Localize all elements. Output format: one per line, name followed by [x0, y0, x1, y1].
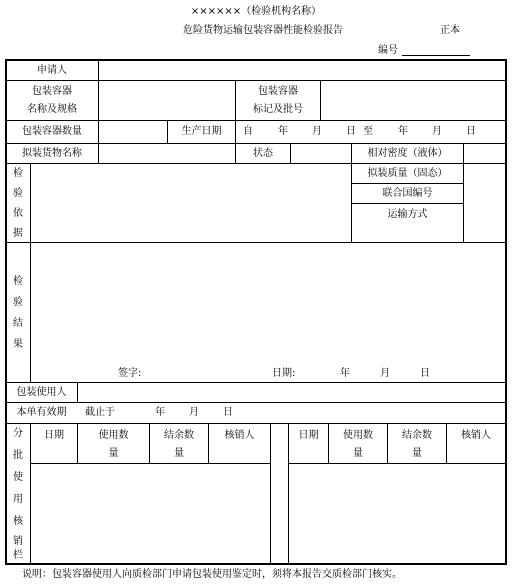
grid-line: [288, 423, 289, 564]
grid-line: [5, 80, 507, 81]
container-mark-label-2: 标记及批号: [253, 104, 303, 115]
grid-line: [77, 382, 78, 403]
goods-name-label: 拟装货物名称: [22, 148, 82, 159]
grid-line: [288, 463, 505, 464]
grid-line: [5, 143, 507, 144]
valid-year: 年: [155, 407, 165, 418]
grid-line: [5, 242, 507, 243]
container-name-label-2: 名称及规格: [27, 104, 77, 115]
copy-label: 正本: [440, 25, 460, 36]
container-name-label-1: 包装容器: [32, 86, 72, 97]
un-number-label: 联合国编号: [382, 188, 433, 199]
col-remain-right-2: 量: [412, 448, 422, 459]
table-right-border: [505, 59, 507, 565]
number-underline: [402, 55, 470, 56]
grid-line: [270, 423, 271, 564]
result-day: 日: [420, 368, 430, 379]
mass-label: 拟装质量（固态）: [367, 168, 448, 179]
sign-label: 签字:: [118, 368, 142, 379]
grid-line: [235, 120, 236, 144]
result-char-4: 果: [13, 339, 23, 350]
table-top-border: [5, 59, 507, 61]
grid-line: [351, 183, 463, 184]
col-checker-right: 核销人: [461, 430, 491, 441]
basis-char-4: 据: [13, 228, 23, 239]
number-label: 编号: [378, 45, 398, 56]
table-bottom-border: [5, 563, 507, 565]
grid-line: [351, 203, 463, 204]
user-label: 包装使用人: [16, 387, 67, 398]
date-from-year: 年: [278, 126, 288, 137]
date-from: 自: [243, 126, 253, 137]
grid-line: [30, 163, 31, 383]
date-to-day: 日: [466, 126, 476, 137]
basis-char-2: 验: [13, 188, 23, 199]
grid-line: [5, 402, 507, 403]
result-date-label: 日期:: [272, 368, 296, 379]
transport-mode-label: 运输方式: [387, 209, 428, 220]
col-used-right-1: 使用数: [343, 430, 373, 441]
applicant-label: 申请人: [37, 65, 67, 76]
batch-char-1: 分: [13, 428, 23, 439]
valid-until-label: 截止于: [85, 407, 115, 418]
footer-note: 说明：包装容器使用人向质检部门申请包装使用鉴定时，须将本报告交质检部门核实。: [22, 569, 402, 580]
batch-char-4: 用: [13, 494, 23, 505]
grid-line: [5, 382, 507, 383]
valid-label: 本单有效期: [16, 407, 67, 418]
col-checker-left: 核销人: [224, 430, 255, 441]
grid-line: [30, 463, 270, 464]
batch-char-2: 批: [13, 450, 23, 461]
col-used-right-2: 量: [353, 448, 363, 459]
grid-line: [290, 143, 291, 164]
grid-line: [30, 423, 31, 564]
date-from-month: 月: [312, 126, 322, 137]
grid-line: [320, 80, 321, 121]
report-title: 危险货物运输包装容器性能检验报告: [183, 25, 343, 36]
basis-char-1: 检: [13, 168, 23, 179]
result-char-1: 检: [13, 276, 23, 287]
grid-line: [98, 120, 99, 164]
batch-char-3: 使: [13, 472, 23, 483]
prod-date-label: 生产日期: [181, 126, 222, 137]
date-to-year: 年: [398, 126, 408, 137]
batch-char-7: 栏: [13, 550, 23, 561]
result-month: 月: [380, 368, 390, 379]
basis-char-3: 依: [13, 208, 23, 219]
state-label: 状态: [253, 148, 273, 159]
valid-day: 日: [223, 407, 233, 418]
grid-line: [463, 143, 464, 243]
result-char-2: 验: [13, 297, 23, 308]
col-used-left-1: 使用数: [98, 430, 129, 441]
result-char-3: 结: [13, 318, 23, 329]
result-year: 年: [340, 368, 350, 379]
batch-char-5: 核: [13, 516, 23, 527]
org-name: ××××××（检验机构名称）: [190, 6, 322, 17]
valid-month: 月: [189, 407, 199, 418]
grid-line: [5, 423, 507, 424]
batch-char-6: 销: [13, 536, 23, 547]
grid-line: [5, 120, 507, 121]
col-date-right: 日期: [298, 430, 319, 441]
grid-line: [5, 163, 507, 164]
col-used-left-2: 量: [108, 448, 119, 459]
container-mark-label-1: 包装容器: [258, 86, 298, 97]
date-to-month: 月: [432, 126, 442, 137]
grid-line: [98, 59, 99, 121]
rel-density-label: 相对密度（液体）: [367, 148, 448, 159]
col-remain-left-1: 结余数: [164, 430, 194, 441]
col-remain-right-1: 结余数: [402, 430, 432, 441]
date-to: 至: [363, 126, 373, 137]
container-qty-label: 包装容器数量: [22, 126, 82, 137]
col-remain-left-2: 量: [174, 448, 184, 459]
col-date-left: 日期: [44, 430, 64, 441]
date-from-day: 日: [346, 126, 356, 137]
